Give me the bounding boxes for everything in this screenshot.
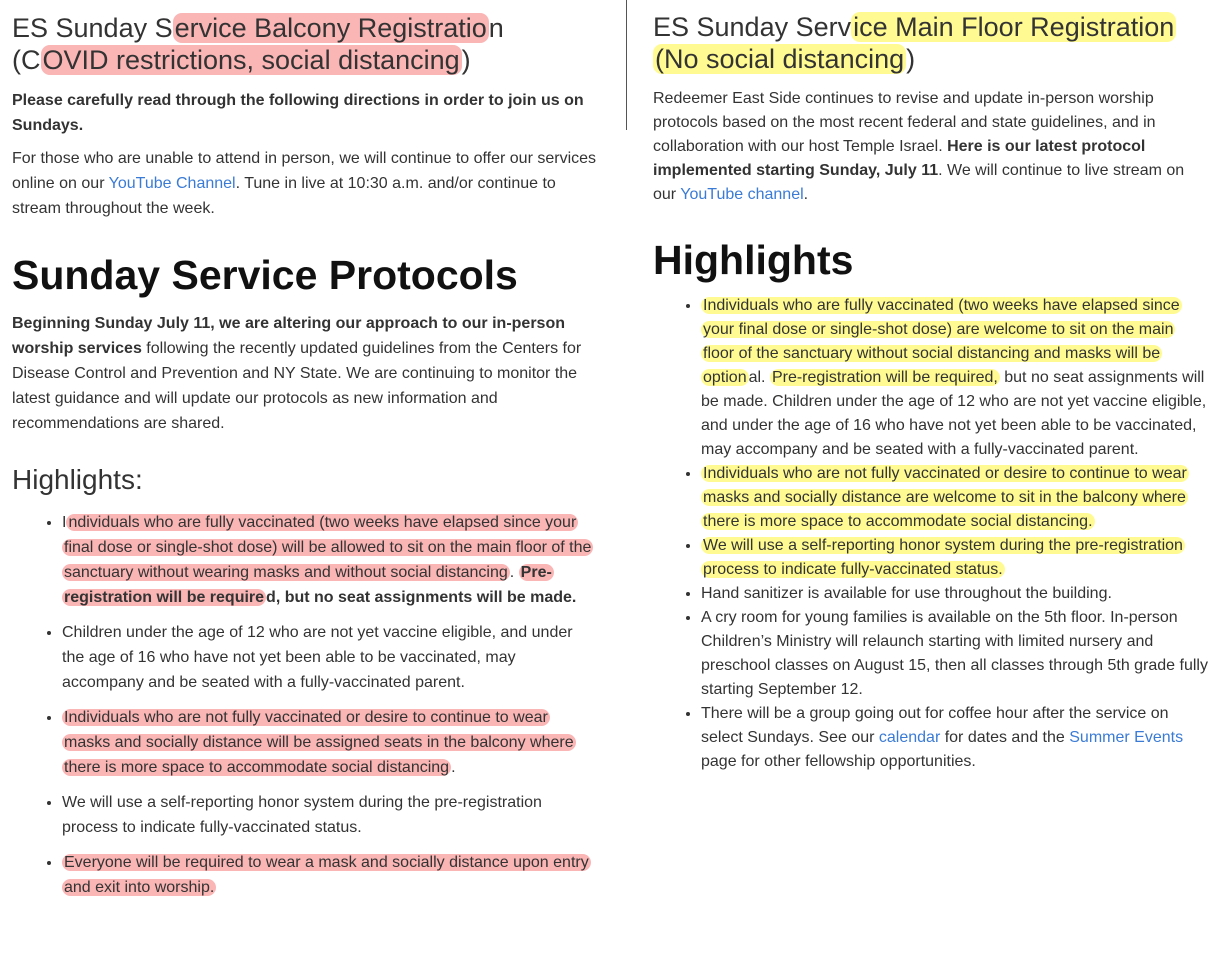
list-item: • Individuals who are fully vaccinated (two weeks have elapsed since your final dose or single-shot dose) are welcome to sit on the main floor of the sanctuary without social distancing and masks will be option al. Pre-registration will be required, but no seat assignments will be made. Children under the age of 12 who are not yet vaccine eligible, and under the age of 16 who have not yet been able to be vaccinated, may accompany and be seated with a fully-vaccinated parent. — [701, 294, 1209, 462]
list-item: • There will be a group going out for coffee hour after the service on select Sundays. See our calendar for dates and the Summer Events page for other fellowship opportunities. — [701, 702, 1209, 774]
protocols-heading: Sunday Service Protocols — [12, 252, 518, 298]
list-item: • Children under the age of 12 who are not yet vaccine eligible, and under the age of 16 who have not yet been able to be vaccinated, may accompany and be seated with a fully-vaccinated parent. — [62, 620, 597, 695]
balcony-registration-title: ES Sunday Service Balcony Registration (COVID restrictions, social distancing) — [12, 13, 504, 75]
list-item: • Hand sanitizer is available for use throughout the building. — [701, 582, 1209, 606]
list-item: • A cry room for young families is available on the 5th floor. In-person Children’s Ministry will relaunch starting with limited nursery and preschool classes on August 15, then all classes through 5th grade fully starting September 12. — [701, 606, 1209, 702]
main-floor-registration-column — [653, 0, 1209, 774]
protocol-intro-paragraph: Redeemer East Side continues to revise and update in-person worship protocols based on the most recent federal and state guidelines, and in collaboration with our host Temple Israel. Here is our latest protocol implemented starting Sunday, July 11. We will continue to live stream on our YouTube channel. — [653, 90, 1185, 203]
highlights-heading: Highlights — [653, 237, 854, 283]
balcony-registration-column — [12, 0, 597, 910]
main-floor-registration-title: ES Sunday Service Main Floor Registration (No social distancing) — [653, 12, 1175, 74]
list-item: • We will use a self-reporting honor system during the pre-registration process to indicate fully-vaccinated status. — [701, 534, 1209, 582]
list-item: • Everyone will be required to wear a mask and socially distance upon entry and exit into worship. — [62, 850, 597, 900]
list-item: • We will use a self-reporting honor system during the pre-registration process to indicate fully-vaccinated status. — [62, 790, 597, 840]
calendar-link[interactable]: calendar — [878, 729, 941, 746]
column-divider — [626, 0, 627, 130]
protocols-paragraph: Beginning Sunday July 11, we are altering our approach to our in-person worship services following the recently updated guidelines from the Centers for Disease Control and Prevention and NY State. We are continuing to monitor the latest guidance and will update our protocols as new information and recommendations are shared. — [12, 315, 582, 432]
highlights-list — [653, 294, 1209, 774]
list-item: • Individuals who are not fully vaccinated or desire to continue to wear masks and socially distance are welcome to sit in the balcony where there is more space to accommodate social distancing. — [701, 462, 1209, 534]
list-item: • I ndividuals who are fully vaccinated (two weeks have elapsed since your final dose or single-shot dose) will be allowed to sit on the main floor of the sanctuary without wearing masks and without social distancing . Pre-registration will be require d, but no seat assignments will be made. — [62, 510, 597, 610]
online-services-paragraph: For those who are unable to attend in person, we will continue to offer our services online on our YouTube Channel. Tune in live at 10:30 a.m. and/or continue to stream throughout the week. — [12, 150, 597, 217]
highlights-list — [12, 510, 597, 900]
highlights-heading: Highlights: — [12, 464, 143, 495]
list-item: • Individuals who are not fully vaccinated or desire to continue to wear masks and socially distance will be assigned seats in the balcony where there is more space to accommodate social distancing . — [62, 705, 597, 780]
youtube-channel-link[interactable]: YouTube channel — [680, 186, 804, 203]
youtube-channel-link[interactable]: YouTube Channel — [108, 175, 236, 192]
summer-events-link[interactable]: Summer Events — [1069, 729, 1184, 746]
directions-lead: Please carefully read through the following directions in order to join us on Sundays. — [12, 92, 584, 134]
